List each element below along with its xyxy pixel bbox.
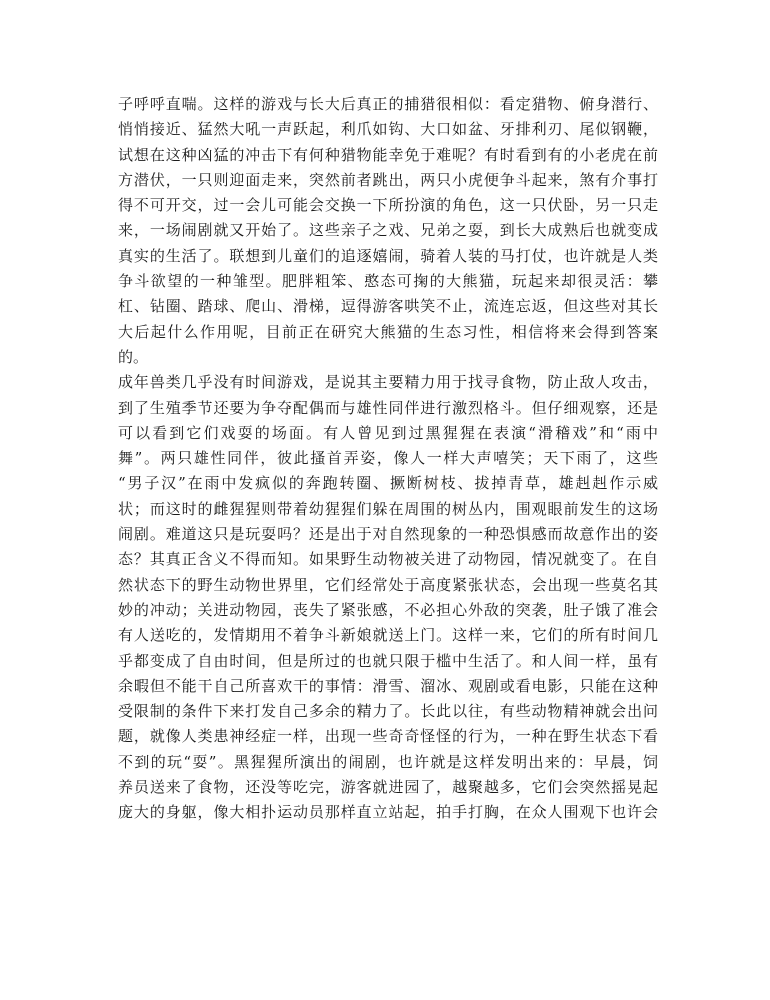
text-line: 受限制的条件下来打发自己多余的精力了。长此以往，有些动物精神就会出问 bbox=[118, 702, 658, 721]
text-line: 来，一场闹剧就又开始了。这些亲子之戏、兄弟之耍，到长大成熟后也就变成 bbox=[118, 221, 658, 240]
text-line: 乎都变成了自由时间，但是所过的也就只限于槛中生活了。和人间一样，虽有 bbox=[118, 651, 658, 670]
paragraph-1 bbox=[118, 92, 658, 370]
text-line: 养员送来了食物，还没等吃完，游客就进园了，越聚越多，它们会突然摇晃起 bbox=[118, 778, 658, 797]
text-line: 舞”。两只雄性同伴，彼此搔首弄姿，像人一样大声嘻笑；天下雨了，这些 bbox=[118, 449, 658, 468]
text-line: 杠、钻圈、踏球、爬山、滑梯，逗得游客哄笑不止，流连忘返，但这些对其长 bbox=[118, 297, 658, 316]
text-line: 闹剧。难道这只是玩耍吗？还是出于对自然现象的一种恐惧感而故意作出的姿 bbox=[118, 525, 658, 544]
text-line: 真实的生活了。联想到儿童们的追逐嬉闹，骑着人装的马打仗，也许就是人类 bbox=[118, 246, 658, 265]
text-line: 余暇但不能干自己所喜欢干的事情：滑雪、溜冰、观剧或看电影，只能在这种 bbox=[118, 676, 658, 695]
body-text bbox=[118, 92, 658, 826]
text-line: 成年兽类几乎没有时间游戏，是说其主要精力用于找寻食物，防止敌人攻击， bbox=[118, 373, 658, 392]
text-line: 方潜伏，一只则迎面走来，突然前者跳出，两只小虎便争斗起来，煞有介事打 bbox=[118, 170, 658, 189]
text-line: 的。 bbox=[118, 347, 149, 366]
text-line: 大后起什么作用呢，目前正在研究大熊猫的生态习性，相信将来会得到答案 bbox=[118, 322, 658, 341]
text-line: “男子汉”在雨中发疯似的奔跑转圈、撅断树枝、拔掉青草，雄赳赳作示威 bbox=[118, 474, 658, 493]
text-line: 妙的冲动；关进动物园，丧失了紧张感，不必担心外敌的突袭，肚子饿了准会 bbox=[118, 600, 658, 619]
text-line: 得不可开交，过一会儿可能会交换一下所扮演的角色，这一只伏卧，另一只走 bbox=[118, 196, 658, 215]
text-line: 有人送吃的，发情期用不着争斗新娘就送上门。这样一来，它们的所有时间几 bbox=[118, 626, 658, 645]
text-line: 然状态下的野生动物世界里，它们经常处于高度紧张状态，会出现一些莫名其 bbox=[118, 575, 658, 594]
text-line: 态？其真正含义不得而知。如果野生动物被关进了动物园，情况就变了。在自 bbox=[118, 550, 658, 569]
text-line: 不到的玩“耍”。黑猩猩所演出的闹剧，也许就是这样发明出来的：早晨，饲 bbox=[118, 752, 658, 771]
text-line: 子呼呼直喘。这样的游戏与长大后真正的捕猎很相似：看定猎物、俯身潜行、 bbox=[118, 95, 658, 113]
text-line: 到了生殖季节还要为争夺配偶而与雄性同伴进行激烈格斗。但仔细观察，还是 bbox=[118, 398, 658, 417]
text-line: 题，就像人类患神经症一样，出现一些奇奇怪怪的行为，一种在野生状态下看 bbox=[118, 727, 658, 746]
text-line: 争斗欲望的一种雏型。肥胖粗笨、憨态可掬的大熊猫，玩起来却很灵活：攀 bbox=[118, 272, 658, 291]
paragraph-2 bbox=[118, 370, 658, 825]
text-line: 悄悄接近、猛然大吼一声跃起，利爪如钩、大口如盆、牙排利刃、尾似钢鞭， bbox=[118, 120, 658, 139]
text-line: 试想在这种凶猛的冲击下有何种猎物能幸免于难呢？有时看到有的小老虎在前 bbox=[118, 145, 658, 164]
text-line: 庞大的身躯，像大相扑运动员那样直立站起，拍手打胸，在众人围观下也许会 bbox=[118, 803, 658, 822]
text-line: 可以看到它们戏耍的场面。有人曾见到过黑猩猩在表演“滑稽戏”和“雨中 bbox=[118, 423, 658, 442]
text-line: 状；而这时的雌猩猩则带着幼猩猩们躲在周围的树丛内，围观眼前发生的这场 bbox=[118, 499, 658, 518]
